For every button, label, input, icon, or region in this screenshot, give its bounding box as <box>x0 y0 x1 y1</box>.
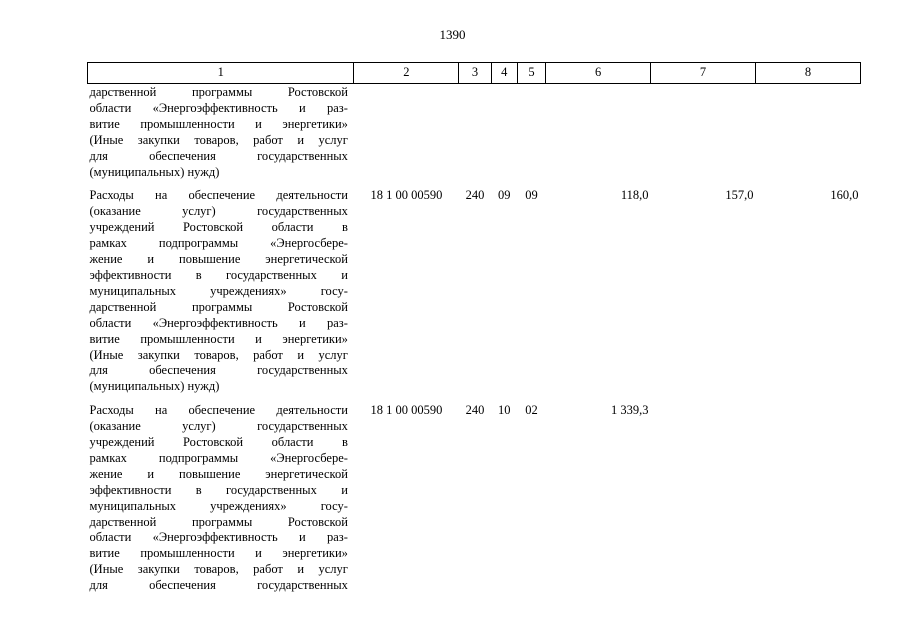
subsection-code: 09 <box>525 188 538 203</box>
row-description <box>88 395 354 594</box>
description-line: рамках подпрограммы «Энергосбере- <box>89 236 348 251</box>
amount-year-2 <box>651 395 756 594</box>
description-line: дарственной программы Ростовской <box>89 299 348 314</box>
column-header-8: 8 <box>755 63 860 84</box>
description-line: области «Энергоэффективность и раз- <box>89 315 348 330</box>
description-line: (Иные закупки товаров, работ и услуг <box>89 132 348 147</box>
page-number: 1390 <box>439 27 466 42</box>
description-line: Расходы на обеспечение деятельности <box>89 188 348 203</box>
target-item-code: 18 1 00 00590 <box>370 188 443 203</box>
amount-year-1: 118,0 <box>620 188 649 203</box>
table-row <box>88 395 861 594</box>
column-header-2: 2 <box>354 63 459 84</box>
description-line: учреждений Ростовской области в <box>89 220 348 235</box>
description-line: дарственной программы Ростовской <box>89 85 348 99</box>
description-line: для обеспечения государственных <box>89 363 348 378</box>
amount-year-2: 157,0 <box>725 188 754 203</box>
description-line: области «Энергоэффективность и раз- <box>89 530 348 545</box>
column-header-3: 3 <box>459 63 491 84</box>
column-header-6: 6 <box>546 63 651 84</box>
budget-table <box>87 62 861 594</box>
column-header-7: 7 <box>651 63 756 84</box>
expense-type-code: 240 <box>465 403 485 418</box>
column-header-4: 4 <box>491 63 517 84</box>
description-line: муниципальных учреждениях» госу- <box>89 283 348 298</box>
description-line: витие промышленности и энергетики» <box>89 116 348 131</box>
amount-year-1: 1 339,3 <box>611 403 649 418</box>
description-line: (муниципальных) нужд) <box>89 164 220 179</box>
description-line: учреждений Ростовской области в <box>89 435 348 450</box>
amount-year-3: 160,0 <box>830 188 859 203</box>
target-item-code: 18 1 00 00590 <box>370 403 443 418</box>
description-line: эффективности в государственных и <box>89 267 348 282</box>
description-line: (Иные закупки товаров, работ и услуг <box>89 347 348 362</box>
description-line: для обеспечения государственных <box>89 578 348 593</box>
column-number-row <box>88 63 861 84</box>
column-header-5: 5 <box>517 63 545 84</box>
amount-year-3 <box>755 395 860 594</box>
description-line: области «Энергоэффективность и раз- <box>89 100 348 115</box>
row-description <box>88 84 354 181</box>
description-line: витие промышленности и энергетики» <box>89 546 348 561</box>
description-line: Расходы на обеспечение деятельности <box>89 403 348 418</box>
description-line: витие промышленности и энергетики» <box>89 331 348 346</box>
description-line: для обеспечения государственных <box>89 148 348 163</box>
description-line: (Иные закупки товаров, работ и услуг <box>89 562 348 577</box>
description-line: жение и повышение энергетической <box>89 252 348 267</box>
description-line: (оказание услуг) государственных <box>89 419 348 434</box>
row-description <box>88 180 354 395</box>
table-row <box>88 180 861 395</box>
continuation-row <box>88 84 861 181</box>
section-code: 09 <box>497 188 511 203</box>
expense-type-code: 240 <box>465 188 485 203</box>
description-line: (муниципальных) нужд) <box>89 379 220 394</box>
description-line: жение и повышение энергетической <box>89 466 348 481</box>
description-line: рамках подпрограммы «Энергосбере- <box>89 450 348 465</box>
description-line: эффективности в государственных и <box>89 482 348 497</box>
column-header-1: 1 <box>88 63 354 84</box>
description-line: дарственной программы Ростовской <box>89 514 348 529</box>
description-line: муниципальных учреждениях» госу- <box>89 498 348 513</box>
section-code: 10 <box>497 403 511 418</box>
subsection-code: 02 <box>525 403 538 418</box>
description-line: (оказание услуг) государственных <box>89 204 348 219</box>
